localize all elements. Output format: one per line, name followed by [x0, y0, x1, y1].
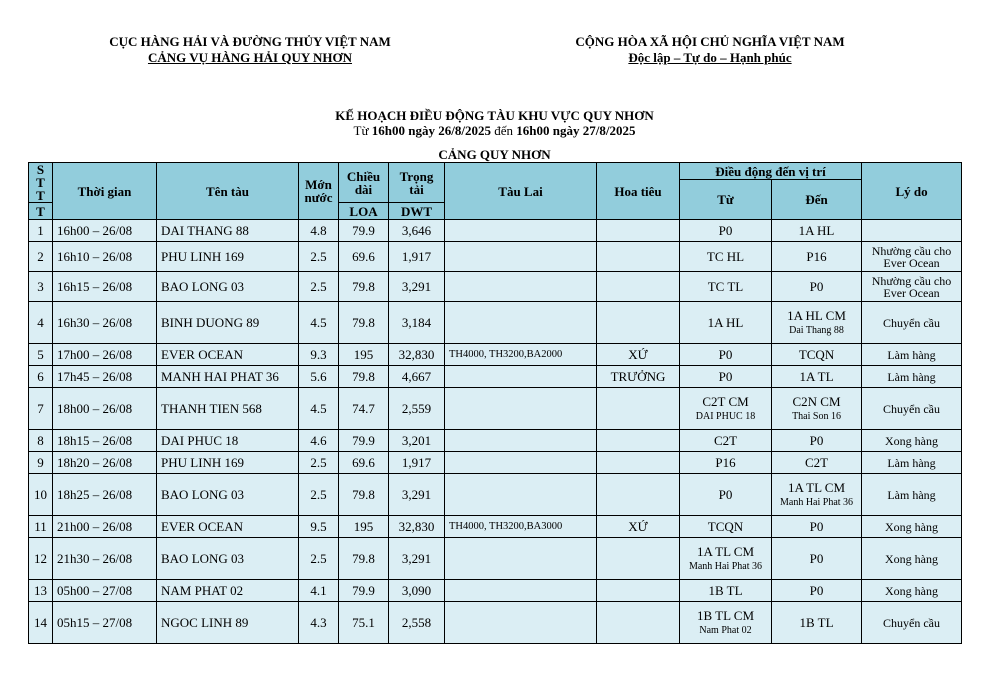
cell-reason: Xong hàng: [862, 580, 962, 602]
cell-loa: 195: [339, 516, 389, 538]
cell-loa: 79.9: [339, 220, 389, 242]
document-period: [0, 123, 989, 139]
cell-from-main: P0: [718, 369, 733, 384]
cell-pilot: [597, 452, 680, 474]
cell-dwt: 32,830: [389, 516, 445, 538]
cell-draft: 4.6: [299, 430, 339, 452]
table-row: [29, 388, 962, 430]
cell-draft: 4.8: [299, 220, 339, 242]
cell-stt: 5: [29, 344, 53, 366]
table-row: [29, 272, 962, 302]
cell-from-note: DAI PHUC 18: [695, 411, 756, 422]
cell-ship-name: DAI THANG 88: [157, 220, 299, 242]
table-row: [29, 474, 962, 516]
cell-from-main: TCQN: [707, 519, 744, 534]
col-to: Đến: [772, 180, 862, 220]
col-tonnage: Trọng tải: [389, 163, 445, 203]
cell-stt: 14: [29, 602, 53, 644]
table-body: [29, 220, 962, 644]
cell-to-main: 1A HL: [798, 223, 835, 238]
cell-from: [680, 580, 772, 602]
cell-to-note: Dai Thang 88: [789, 325, 844, 336]
cell-reason: Xong hàng: [862, 516, 962, 538]
cell-reason: [862, 220, 962, 242]
cell-stt: 1: [29, 220, 53, 242]
col-ship: Tên tàu: [157, 163, 299, 220]
cell-dwt: 3,201: [389, 430, 445, 452]
cell-loa: 79.9: [339, 580, 389, 602]
period-end: 16h00 ngày 27/8/2025: [516, 123, 636, 138]
cell-tug: [445, 452, 597, 474]
cell-draft: 4.1: [299, 580, 339, 602]
cell-from-note: Nam Phat 02: [699, 625, 752, 636]
cell-from-main: 1B TL CM: [696, 608, 755, 623]
cell-from-main: TC HL: [706, 249, 745, 264]
cell-reason: Làm hàng: [862, 474, 962, 516]
cell-pilot: [597, 220, 680, 242]
cell-tug: [445, 388, 597, 430]
cell-dwt: 3,646: [389, 220, 445, 242]
cell-dwt: 1,917: [389, 452, 445, 474]
cell-to: [772, 272, 862, 302]
cell-loa: 195: [339, 344, 389, 366]
cell-from-main: C2T: [713, 433, 738, 448]
cell-to-main: P0: [809, 279, 824, 294]
cell-to-main: P16: [806, 249, 827, 264]
cell-from-main: P0: [718, 347, 733, 362]
cell-from: [680, 366, 772, 388]
motto: Độc lập – Tự do – Hạnh phúc: [628, 50, 792, 65]
cell-tug: [445, 366, 597, 388]
cell-tug: [445, 474, 597, 516]
cell-to-note: Manh Hai Phat 36: [779, 497, 854, 508]
cell-tug: [445, 580, 597, 602]
cell-to-main: 1A TL CM: [787, 480, 846, 495]
authority-header: [80, 34, 420, 66]
cell-tug: TH4000, TH3200,BA3000: [445, 516, 597, 538]
cell-from: [680, 272, 772, 302]
authority-name: CỤC HÀNG HẢI VÀ ĐƯỜNG THỦY VIỆT NAM: [109, 34, 391, 49]
cell-stt: 9: [29, 452, 53, 474]
cell-time: 16h30 – 26/08: [53, 302, 157, 344]
cell-pilot: [597, 272, 680, 302]
cell-to-main: P0: [809, 551, 824, 566]
cell-dwt: 3,291: [389, 474, 445, 516]
table-row: [29, 430, 962, 452]
cell-to: [772, 220, 862, 242]
period-mid: đến: [490, 123, 517, 138]
cell-draft: 2.5: [299, 242, 339, 272]
cell-ship-name: EVER OCEAN: [157, 516, 299, 538]
cell-ship-name: NGOC LINH 89: [157, 602, 299, 644]
cell-stt: 3: [29, 272, 53, 302]
country-name: CỘNG HÒA XÃ HỘI CHỦ NGHĨA VIỆT NAM: [575, 34, 845, 49]
cell-dwt: 4,667: [389, 366, 445, 388]
cell-to: [772, 452, 862, 474]
cell-ship-name: NAM PHAT 02: [157, 580, 299, 602]
cell-reason: Chuyển cầu: [862, 602, 962, 644]
table-row: [29, 242, 962, 272]
cell-to: [772, 366, 862, 388]
col-stt: S T T: [29, 163, 53, 203]
cell-ship-name: EVER OCEAN: [157, 344, 299, 366]
cell-draft: 4.5: [299, 302, 339, 344]
cell-stt: 10: [29, 474, 53, 516]
cell-dwt: 1,917: [389, 242, 445, 272]
cell-time: 18h00 – 26/08: [53, 388, 157, 430]
cell-loa: 75.1: [339, 602, 389, 644]
cell-to-main: 1A TL: [799, 369, 834, 384]
cell-to: [772, 302, 862, 344]
cell-pilot: TRƯỞNG: [597, 366, 680, 388]
cell-from-note: Manh Hai Phat 36: [688, 561, 763, 572]
cell-ship-name: THANH TIEN 568: [157, 388, 299, 430]
cell-draft: 4.3: [299, 602, 339, 644]
cell-tug: [445, 242, 597, 272]
cell-from: [680, 452, 772, 474]
cell-time: 16h00 – 26/08: [53, 220, 157, 242]
cell-draft: 2.5: [299, 474, 339, 516]
cell-reason: Chuyển cầu: [862, 302, 962, 344]
cell-to: [772, 602, 862, 644]
cell-from: [680, 220, 772, 242]
table-row: [29, 516, 962, 538]
table-row: [29, 580, 962, 602]
cell-from-main: P0: [718, 487, 733, 502]
cell-draft: 9.3: [299, 344, 339, 366]
cell-reason: Xong hàng: [862, 430, 962, 452]
cell-time: 21h00 – 26/08: [53, 516, 157, 538]
cell-from: [680, 516, 772, 538]
cell-from: [680, 344, 772, 366]
col-tonnage-unit: DWT: [389, 203, 445, 220]
cell-draft: 5.6: [299, 366, 339, 388]
cell-pilot: [597, 602, 680, 644]
col-from: Từ: [680, 180, 772, 220]
period-start: 16h00 ngày 26/8/2025: [371, 123, 491, 138]
cell-ship-name: BAO LONG 03: [157, 474, 299, 516]
cell-pilot: [597, 388, 680, 430]
cell-time: 18h20 – 26/08: [53, 452, 157, 474]
cell-time: 21h30 – 26/08: [53, 538, 157, 580]
cell-ship-name: BAO LONG 03: [157, 272, 299, 302]
cell-from-main: 1A TL CM: [696, 544, 755, 559]
cell-pilot: [597, 474, 680, 516]
cell-pilot: [597, 430, 680, 452]
cell-from: [680, 474, 772, 516]
cell-pilot: XỨ: [597, 516, 680, 538]
cell-draft: 2.5: [299, 272, 339, 302]
col-move-group: Điều động đến vị trí: [680, 163, 862, 180]
cell-to-main: C2T: [804, 455, 829, 470]
cell-loa: 79.8: [339, 538, 389, 580]
table-row: [29, 452, 962, 474]
cell-ship-name: BAO LONG 03: [157, 538, 299, 580]
period-prefix: Từ: [353, 123, 372, 138]
table-row: [29, 344, 962, 366]
cell-tug: [445, 430, 597, 452]
cell-dwt: 3,291: [389, 538, 445, 580]
cell-tug: [445, 602, 597, 644]
col-length-unit: LOA: [339, 203, 389, 220]
cell-loa: 69.6: [339, 242, 389, 272]
cell-stt: 2: [29, 242, 53, 272]
cell-pilot: [597, 538, 680, 580]
cell-reason: Làm hàng: [862, 366, 962, 388]
cell-to: [772, 580, 862, 602]
cell-reason: Làm hàng: [862, 452, 962, 474]
cell-to: [772, 516, 862, 538]
cell-to-note: Thai Son 16: [792, 411, 841, 422]
cell-stt: 11: [29, 516, 53, 538]
cell-stt: 12: [29, 538, 53, 580]
port-authority-name: CẢNG VỤ HÀNG HẢI QUY NHƠN: [147, 50, 353, 65]
cell-pilot: [597, 242, 680, 272]
cell-tug: [445, 302, 597, 344]
table-row: [29, 220, 962, 242]
cell-time: 05h00 – 27/08: [53, 580, 157, 602]
cell-dwt: 3,184: [389, 302, 445, 344]
cell-pilot: XỨ: [597, 344, 680, 366]
cell-from-main: P0: [718, 223, 733, 238]
cell-to: [772, 388, 862, 430]
cell-from: [680, 302, 772, 344]
cell-time: 18h25 – 26/08: [53, 474, 157, 516]
cell-to-main: P0: [809, 433, 824, 448]
col-reason: Lý do: [862, 163, 962, 220]
table-row: [29, 366, 962, 388]
cell-to: [772, 474, 862, 516]
cell-stt: 8: [29, 430, 53, 452]
cell-ship-name: BINH DUONG 89: [157, 302, 299, 344]
cell-reason: Chuyển cầu: [862, 388, 962, 430]
col-draft: Mớn nước: [299, 163, 339, 220]
port-name: CẢNG QUY NHƠN: [438, 147, 551, 162]
cell-dwt: 3,291: [389, 272, 445, 302]
cell-from-main: TC TL: [707, 279, 744, 294]
cell-from-main: 1B TL: [708, 583, 743, 598]
cell-to-main: 1A HL CM: [787, 308, 846, 323]
ship-movement-table: [28, 162, 962, 644]
cell-to-main: C2N CM: [792, 394, 841, 409]
table-row: [29, 538, 962, 580]
cell-time: 16h15 – 26/08: [53, 272, 157, 302]
cell-tug: TH4000, TH3200,BA2000: [445, 344, 597, 366]
cell-from: [680, 242, 772, 272]
cell-pilot: [597, 580, 680, 602]
cell-tug: [445, 220, 597, 242]
cell-to: [772, 242, 862, 272]
col-length: Chiều dài: [339, 163, 389, 203]
cell-draft: 2.5: [299, 452, 339, 474]
cell-ship-name: PHU LINH 169: [157, 242, 299, 272]
cell-draft: 9.5: [299, 516, 339, 538]
cell-time: 16h10 – 26/08: [53, 242, 157, 272]
document-title: KẾ HOẠCH ĐIỀU ĐỘNG TÀU KHU VỰC QUY NHƠN: [335, 108, 654, 123]
cell-tug: [445, 538, 597, 580]
cell-dwt: 32,830: [389, 344, 445, 366]
cell-time: 18h15 – 26/08: [53, 430, 157, 452]
cell-loa: 79.8: [339, 366, 389, 388]
cell-to-main: P0: [809, 519, 824, 534]
cell-from-main: P16: [715, 455, 736, 470]
cell-from-main: 1A HL: [707, 315, 744, 330]
cell-ship-name: DAI PHUC 18: [157, 430, 299, 452]
cell-ship-name: PHU LINH 169: [157, 452, 299, 474]
cell-stt: 4: [29, 302, 53, 344]
cell-to-main: TCQN: [798, 347, 835, 362]
cell-to-main: P0: [809, 583, 824, 598]
cell-stt: 6: [29, 366, 53, 388]
cell-loa: 79.8: [339, 474, 389, 516]
cell-from-main: C2T CM: [702, 394, 749, 409]
cell-to-main: 1B TL: [799, 615, 834, 630]
col-stt-continued: T: [29, 203, 53, 220]
cell-from: [680, 602, 772, 644]
cell-loa: 79.8: [339, 302, 389, 344]
cell-from: [680, 430, 772, 452]
cell-time: 05h15 – 27/08: [53, 602, 157, 644]
cell-reason: Xong hàng: [862, 538, 962, 580]
national-motto-header: [530, 34, 890, 66]
cell-ship-name: MANH HAI PHAT 36: [157, 366, 299, 388]
cell-tug: [445, 272, 597, 302]
cell-loa: 79.8: [339, 272, 389, 302]
cell-reason: Nhường cầu cho Ever Ocean: [862, 272, 962, 302]
cell-stt: 13: [29, 580, 53, 602]
cell-loa: 74.7: [339, 388, 389, 430]
col-time: Thời gian: [53, 163, 157, 220]
cell-to: [772, 538, 862, 580]
cell-draft: 2.5: [299, 538, 339, 580]
table-header: [29, 163, 962, 220]
cell-from: [680, 388, 772, 430]
cell-reason: Nhường cầu cho Ever Ocean: [862, 242, 962, 272]
cell-loa: 69.6: [339, 452, 389, 474]
cell-dwt: 2,558: [389, 602, 445, 644]
cell-pilot: [597, 302, 680, 344]
cell-to: [772, 344, 862, 366]
col-tug: Tàu Lai: [445, 163, 597, 220]
cell-time: 17h45 – 26/08: [53, 366, 157, 388]
table-row: [29, 602, 962, 644]
cell-to: [772, 430, 862, 452]
table-row: [29, 302, 962, 344]
cell-loa: 79.9: [339, 430, 389, 452]
cell-from: [680, 538, 772, 580]
cell-dwt: 3,090: [389, 580, 445, 602]
cell-stt: 7: [29, 388, 53, 430]
cell-time: 17h00 – 26/08: [53, 344, 157, 366]
col-pilot: Hoa tiêu: [597, 163, 680, 220]
cell-dwt: 2,559: [389, 388, 445, 430]
cell-draft: 4.5: [299, 388, 339, 430]
cell-reason: Làm hàng: [862, 344, 962, 366]
